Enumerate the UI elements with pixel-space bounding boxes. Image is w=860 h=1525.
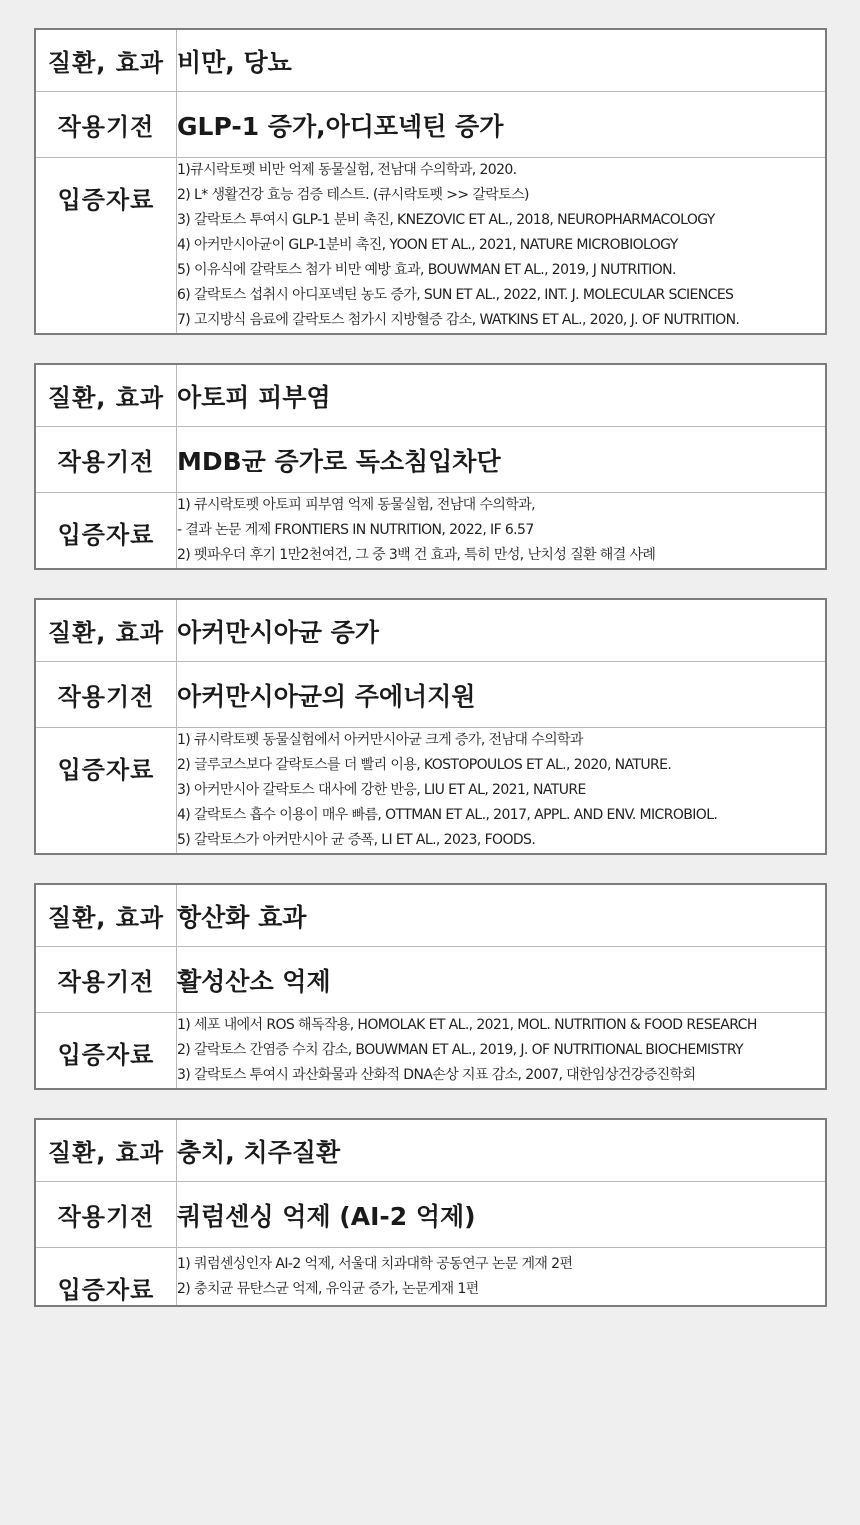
evidence-cell [177,728,827,855]
evidence-tables [34,28,827,1335]
mechanism-label: 작용기전 [35,427,177,493]
evidence-label: 입증자료 [35,493,177,570]
evidence-item: 2) 펫파우더 후기 1만2천여건, 그 중 3백 건 효과, 특히 만성, 난치성 질환 해결 사례 [177,547,656,563]
evidence-list [177,728,825,853]
evidence-item: 3) 갈락토스 투여시 과산화물과 산화적 DNA손상 지표 감소, 2007, 대한임상건강증진학회 [177,1067,696,1083]
mechanism-label: 작용기전 [35,947,177,1013]
evidence-item: 2) 글루코스보다 갈락토스를 더 빨리 이용, KOSTOPOULOS ET AL., 2020, NATURE. [177,757,672,773]
evidence-item: 7) 고지방식 음료에 갈락토스 첨가시 지방혈증 감소, WATKINS ET AL., 2020, J. OF NUTRITION. [177,312,740,328]
evidence-cell [177,158,827,335]
evidence-cell [177,1013,827,1090]
disease-label: 질환, 효과 [35,884,177,947]
evidence-item: 1) 쿼럼센싱인자 AI-2 억제, 서울대 치과대학 공동연구 논문 게재 2편 [177,1255,573,1272]
evidence-label: 입증자료 [35,1013,177,1090]
evidence-item: 6) 갈락토스 섭취시 아디포넥틴 농도 증가, SUN ET AL., 2022, INT. J. MOLECULAR SCIENCES [177,287,734,303]
mechanism-value: 쿼럼센싱 억제 (AI-2 억제) [177,1182,827,1248]
disease-value: 항산화 효과 [177,884,827,947]
evidence-item: 2) L* 생활건강 효능 검증 테스트. (큐시락토펫 >> 갈락토스) [177,187,529,203]
evidence-list [177,1252,825,1302]
effect-table-atopy [34,363,827,570]
disease-label: 질환, 효과 [35,364,177,427]
evidence-item: 5) 이유식에 갈락토스 첨가 비만 예방 효과, BOUWMAN ET AL., 2019, J NUTRITION. [177,262,676,278]
disease-label: 질환, 효과 [35,29,177,92]
mechanism-label: 작용기전 [35,1182,177,1248]
evidence-item: 1) 큐시락토펫 아토피 피부염 억제 동물실험, 전남대 수의학과, [177,497,535,513]
evidence-label: 입증자료 [35,728,177,855]
mechanism-value: MDB균 증가로 독소침입차단 [177,427,827,493]
mechanism-label: 작용기전 [35,92,177,158]
mechanism-value: 활성산소 억제 [177,947,827,1013]
evidence-item: 4) 갈락토스 흡수 이용이 매우 빠름, OTTMAN ET AL., 2017, APPL. AND ENV. MICROBIOL. [177,807,718,823]
mechanism-value: GLP-1 증가,아디포넥틴 증가 [177,92,827,158]
effect-table-akkermansia [34,598,827,855]
effect-table-dental [34,1118,827,1307]
evidence-label: 입증자료 [35,1248,177,1307]
evidence-item: 2) 충치균 뮤탄스균 억제, 유익균 증가, 논문게재 1편 [177,1280,479,1297]
evidence-cell [177,493,827,570]
evidence-item: - 결과 논문 게제 FRONTIERS IN NUTRITION, 2022, IF 6.57 [177,522,534,538]
disease-label: 질환, 효과 [35,1119,177,1182]
evidence-item: 4) 아커만시아균이 GLP-1분비 촉진, YOON ET AL., 2021, NATURE MICROBIOLOGY [177,237,678,253]
effect-table-obesity [34,28,827,335]
evidence-list [177,1013,825,1088]
disease-value: 아커만시아균 증가 [177,599,827,662]
disease-value: 비만, 당뇨 [177,29,827,92]
evidence-cell [177,1248,827,1307]
disease-value: 아토피 피부염 [177,364,827,427]
evidence-item: 1) 세포 내에서 ROS 해독작용, HOMOLAK ET AL., 2021, MOL. NUTRITION & FOOD RESEARCH [177,1017,757,1033]
mechanism-label: 작용기전 [35,662,177,728]
evidence-item: 1) 큐시락토펫 동물실험에서 아커만시아균 크게 증가, 전남대 수의학과 [177,732,583,748]
evidence-item: 2) 갈락토스 간염증 수치 감소, BOUWMAN ET AL., 2019, J. OF NUTRITIONAL BIOCHEMISTRY [177,1042,743,1058]
effect-table-antioxidant [34,883,827,1090]
evidence-label: 입증자료 [35,158,177,335]
disease-label: 질환, 효과 [35,599,177,662]
evidence-item: 1)큐시락토펫 비만 억제 동물실험, 전남대 수의학과, 2020. [177,162,517,178]
evidence-item: 3) 아커만시아 갈락토스 대사에 강한 반응, LIU ET AL, 2021, NATURE [177,782,586,798]
mechanism-value: 아커만시아균의 주에너지원 [177,662,827,728]
disease-value: 충치, 치주질환 [177,1119,827,1182]
evidence-list [177,493,825,568]
evidence-item: 5) 갈락토스가 아커만시아 균 증폭, LI ET AL., 2023, FOODS. [177,832,536,848]
evidence-list [177,158,825,333]
evidence-item: 3) 갈락토스 투여시 GLP-1 분비 촉진, KNEZOVIC ET AL., 2018, NEUROPHARMACOLOGY [177,212,715,228]
